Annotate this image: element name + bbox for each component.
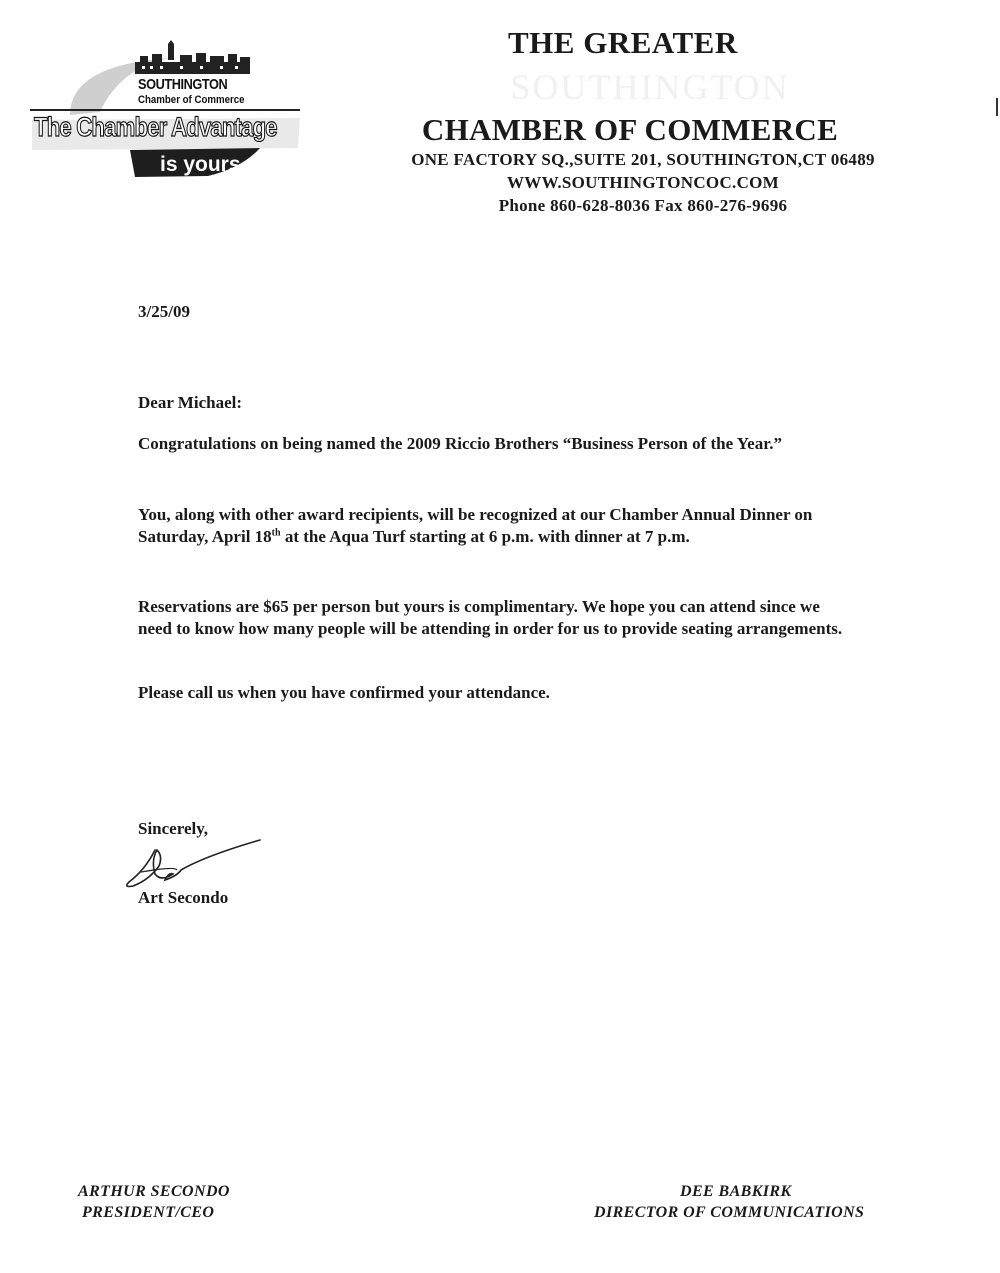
logo-name: SOUTHINGTON — [138, 76, 228, 93]
paragraph-dinner-text-b: at the Aqua Turf starting at 6 p.m. with dinner at 7 p.m. — [280, 527, 690, 546]
salutation: Dear Michael: — [138, 393, 243, 412]
footer-left-name: ARTHUR SECONDO — [78, 1183, 230, 1200]
paragraph-congratulations: Congratulations on being named the 2009 Riccio Brothers “Business Person of the Year.” — [138, 434, 782, 453]
footer-right-name: DEE BABKIRK — [680, 1183, 792, 1200]
chamber-logo — [30, 40, 305, 185]
letterhead-phone: Phone 860-628-8036 Fax 860-276-9696 — [498, 196, 788, 215]
letterhead-line2: CHAMBER OF COMMERCE — [421, 112, 839, 147]
paragraph-call: Please call us when you have confirmed your attendance. — [138, 683, 550, 702]
letterhead-line1: THE GREATER — [508, 25, 738, 60]
logo-subtitle: Chamber of Commerce — [138, 94, 245, 106]
ordinal-suffix: th — [271, 527, 281, 539]
paragraph-dinner-text-a: You, along with other award recipients, will be recognized at our Chamber Annual Dinner on Saturday, April 18 — [138, 505, 813, 546]
logo-tagline: The Chamber Advantage — [34, 112, 277, 142]
paragraph-reservations: Reservations are $65 per person but yours is complimentary. We hope you can attend since we need to know how many people will be attending in order for us to provide seating arrangements. — [138, 597, 843, 638]
scan-edge-mark — [996, 98, 998, 116]
footer-right-title: DIRECTOR OF COMMUNICATIONS — [594, 1204, 865, 1221]
closing: Sincerely, — [138, 819, 209, 838]
logo-tagline-end: is yours — [160, 153, 241, 176]
letter-date: 3/25/09 — [138, 302, 190, 321]
letterhead-address: ONE FACTORY SQ.,SUITE 201, SOUTHINGTON,CT 06489 — [411, 150, 875, 169]
paragraph-dinner — [138, 504, 858, 548]
signer-name: Art Secondo — [138, 888, 229, 907]
letterhead-watermark: SOUTHINGTON — [510, 67, 790, 107]
letterhead-website: WWW.SOUTHINGTONCOC.COM — [506, 173, 780, 192]
footer-left-title: PRESIDENT/CEO — [82, 1204, 215, 1221]
